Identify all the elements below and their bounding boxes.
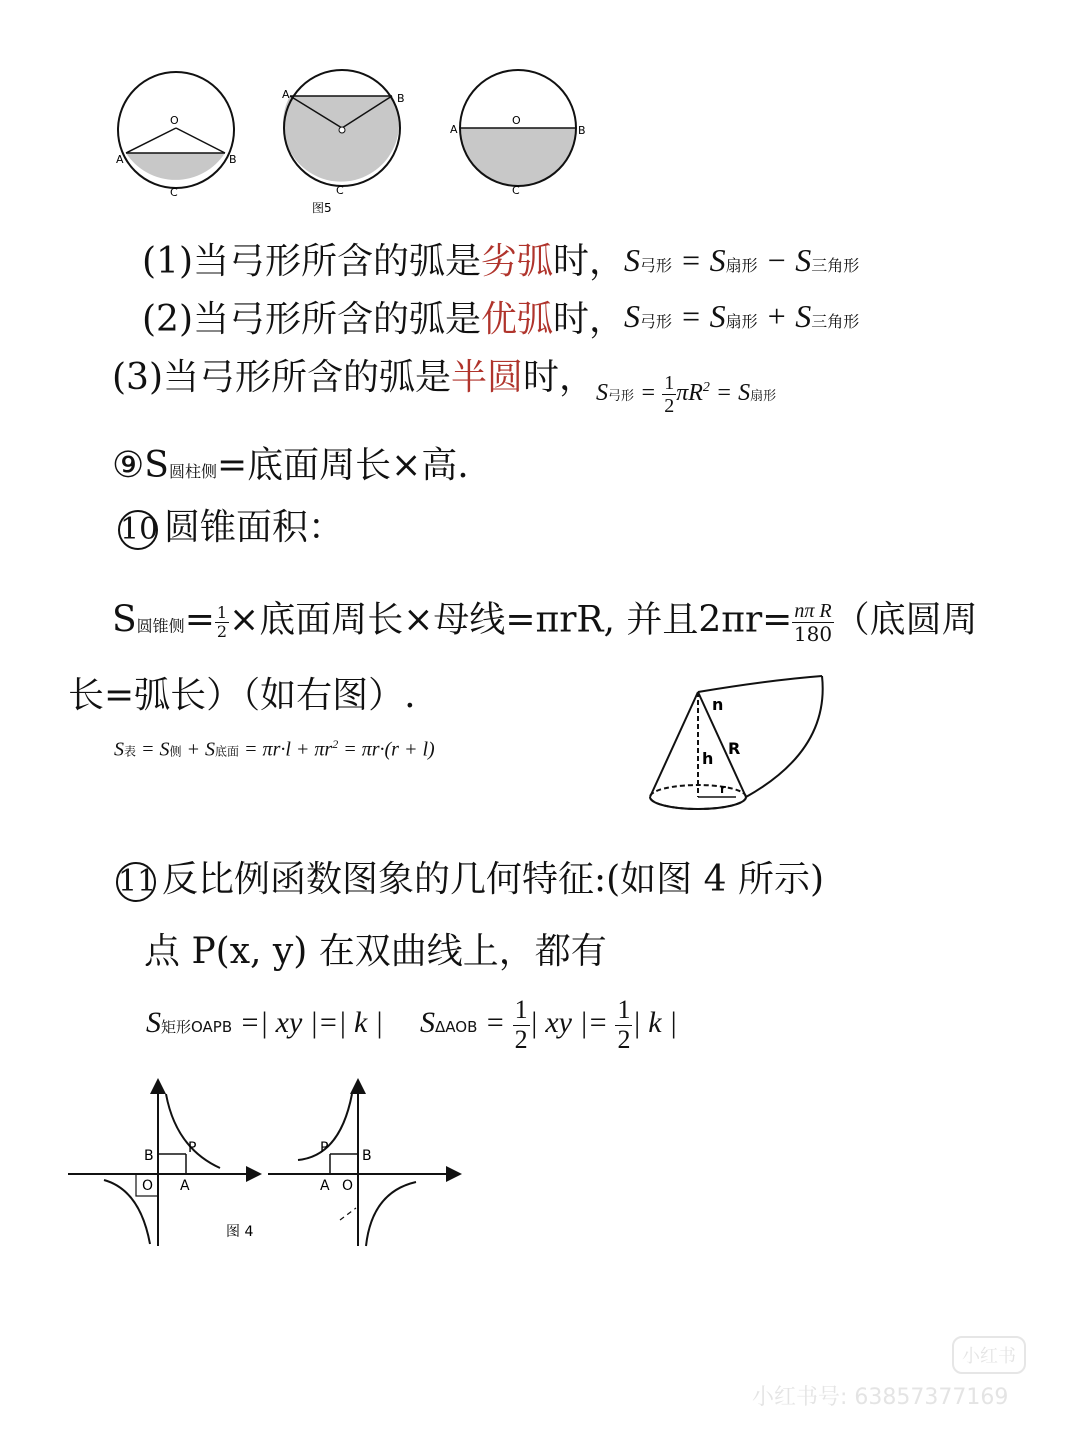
label-c: C	[336, 184, 344, 197]
label-big-r: R	[728, 739, 741, 758]
circle-major-arc	[282, 70, 405, 197]
label-o: O	[342, 1178, 354, 1194]
label-b: B	[229, 153, 237, 166]
label-a: A	[116, 153, 124, 166]
label-a: A	[320, 1178, 330, 1194]
item-9: ⑨S圆柱侧=底面周长×高.	[112, 445, 469, 486]
label-c: C	[512, 184, 520, 197]
label-small-r: r	[720, 782, 726, 796]
item-10-title: 10 圆锥面积：	[120, 507, 345, 548]
label-a: A	[450, 123, 458, 136]
item-11-title: 11 反比例函数图象的几何特征:(如图 4 所示)	[118, 859, 825, 900]
label-a: A	[282, 88, 290, 101]
hyperbola-graph-k-positive	[68, 1082, 258, 1246]
label-a: A	[180, 1178, 190, 1194]
label-n: n	[712, 695, 724, 714]
case-3-line: (3)当弓形所含的弧是半圆时，	[112, 357, 596, 398]
highlight-major-arc: 优弧	[481, 299, 554, 340]
surface-area-formula: S表 = S侧 + S底面 = $\pi r\cdot l + \pi r^2 = \pi r\cdot(r + l)$	[114, 737, 435, 761]
rectangle-area-formula: S矩形OAPB =| xy |=| k |	[146, 1006, 384, 1039]
case-3-formula: S弓形 = $\frac{1}{2}$ $\pi R^2 = S$扇形	[596, 372, 777, 417]
label-o: O	[512, 114, 521, 127]
case-2-formula: S弓形 = S扇形 + S三角形	[624, 298, 860, 334]
case-2-line: (2)当弓形所含的弧是优弧时，	[142, 299, 626, 340]
label-p: P	[188, 1140, 197, 1156]
label-b: B	[144, 1148, 154, 1164]
label-h: h	[702, 749, 714, 768]
figure-5-caption: 图5	[312, 201, 332, 215]
highlight-minor-arc: 劣弧	[481, 241, 554, 282]
figure-4-caption: 图 4	[226, 1224, 254, 1240]
label-o: O	[142, 1178, 154, 1194]
item-11-line: 点 P(x, y) 在双曲线上，都有	[144, 931, 607, 972]
label-b: B	[578, 124, 586, 137]
label-b: B	[362, 1148, 372, 1164]
item-11-mark: 11	[116, 862, 156, 902]
label-p: P	[320, 1140, 329, 1156]
figure-5	[0, 0, 1080, 230]
cone-figure	[640, 670, 840, 820]
item-10-line-1: S圆锥侧= $\frac{1}{2}$ ×底面周长×母线=πrR, 并且2πr= $\frac{\text{nπ R}}{180}$ （底圆周	[112, 599, 978, 646]
triangle-area-formula: SΔAOB = $\frac{1}{2}$ | xy |= $\frac{1}{2}$ | k |	[420, 995, 678, 1054]
watermark-logo: 小红书	[952, 1336, 1026, 1374]
circle-minor-arc	[116, 72, 237, 199]
circle-semicircle	[450, 70, 586, 197]
case-1-line: (1)当弓形所含的弧是劣弧时，	[142, 241, 626, 282]
watermark-id: 小红书号: 63857377169	[752, 1385, 1009, 1410]
figure-4	[0, 1070, 480, 1260]
label-c: C	[170, 186, 178, 199]
label-o: O	[170, 114, 179, 127]
item-10-line-2: 长=弧长）（如右图）.	[68, 675, 416, 716]
hyperbola-graph-k-negative	[268, 1082, 458, 1246]
highlight-semicircle: 半圆	[451, 357, 524, 398]
label-b: B	[397, 92, 405, 105]
item-10-mark: 10	[118, 510, 158, 550]
case-1-formula: S弓形 = S扇形 − S三角形	[624, 242, 860, 278]
